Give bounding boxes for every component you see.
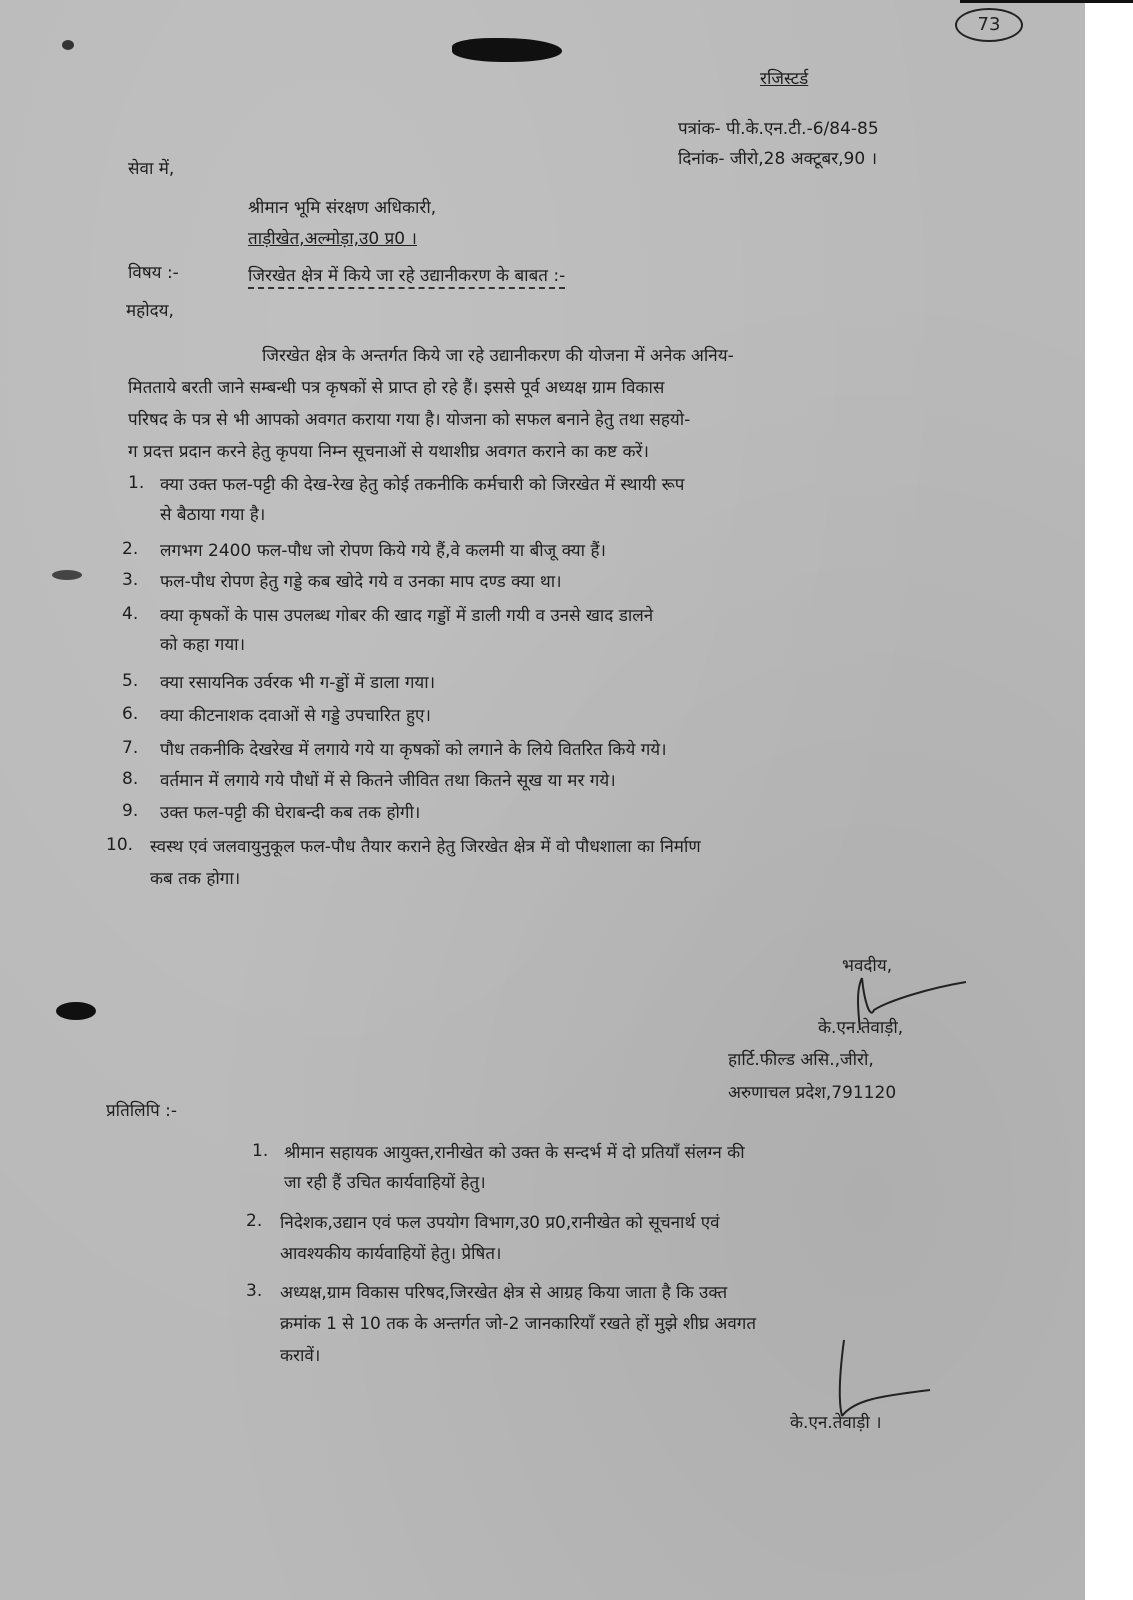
question-number: 6. — [122, 704, 139, 724]
ink-blot-top — [452, 38, 562, 62]
sender-name: के.एन.तेवाड़ी, — [818, 1018, 904, 1038]
question-text: क्या कृषकों के पास उपलब्ध गोबर की खाद गड्डों में डाली गयी व उनसे खाद डालने — [160, 606, 654, 626]
copy-label: प्रतिलिपि :- — [106, 1101, 178, 1121]
ink-blot-dot — [62, 40, 74, 50]
sender-place: अरुणाचल प्रदेश,791120 — [728, 1083, 897, 1103]
copy-number: 3. — [246, 1281, 263, 1301]
ink-blot-left — [56, 1002, 96, 1020]
salutation-to: सेवा में, — [128, 159, 175, 179]
greeting: महोदय, — [126, 301, 174, 321]
page-number: 73 — [955, 8, 1023, 42]
copy-text: करावें। — [280, 1346, 321, 1366]
question-text: उक्त फल-पट्टी की घेराबन्दी कब तक होगी। — [160, 803, 421, 823]
address: ताड़ीखेत,अल्मोड़ा,उ0 प्र0 । — [248, 229, 417, 249]
page-edge-margin — [1085, 0, 1133, 1600]
copy-text: जा रही हैं उचित कार्यवाहियों हेतु। — [284, 1173, 486, 1193]
scan-edge-line — [960, 0, 1133, 3]
question-number: 9. — [122, 801, 139, 821]
question-number: 8. — [122, 769, 139, 789]
question-number: 4. — [122, 604, 139, 624]
registered-label: रजिस्टर्ड — [760, 69, 809, 89]
question-text: से बैठाया गया है। — [160, 505, 266, 525]
copy-number: 1. — [252, 1141, 269, 1161]
sender-designation: हार्टि.फील्ड असि.,जीरो, — [728, 1050, 874, 1070]
copy-text: अध्यक्ष,ग्राम विकास परिषद,जिरखेत क्षेत्र से आग्रह किया जाता है कि उक्त — [280, 1283, 728, 1303]
subject-text: जिरखेत क्षेत्र में किये जा रहे उद्यानीकरण के बाबत :- — [248, 265, 565, 289]
question-text: क्या उक्त फल-पट्टी की देख-रेख हेतु कोई तकनीकि कर्मचारी को जिरखेत में स्थायी रूप — [160, 475, 685, 495]
body-line: मितताये बरती जाने सम्बन्धी पत्र कृषकों से प्राप्त हो रहे हैं। इससे पूर्व अध्यक्ष ग्राम विकास — [128, 378, 665, 398]
question-text: फल-पौध रोपण हेतु गड्डे कब खोदे गये व उनका माप दण्ड क्या था। — [160, 572, 562, 592]
copy-signature-name: के.एन.तेवाड़ी । — [790, 1413, 882, 1433]
copy-text: आवश्यकीय कार्यवाहियों हेतु। प्रेषित। — [280, 1244, 502, 1264]
question-number: 3. — [122, 570, 139, 590]
copy-text: क्रमांक 1 से 10 तक के अन्तर्गत जो-2 जानकारियाँ रखते हों मुझे शीघ्र अवगत — [280, 1314, 757, 1334]
question-text: क्या रसायनिक उर्वरक भी ग-ड्डों में डाला गया। — [160, 673, 436, 693]
question-text: लगभग 2400 फल-पौध जो रोपण किये गये हैं,वे कलमी या बीजू क्या हैं। — [160, 541, 606, 561]
question-text: स्वस्थ एवं जलवायुनुकूल फल-पौध तैयार कराने हेतु जिरखेत क्षेत्र में वो पौधशाला का निर्माण — [150, 837, 701, 857]
question-number: 10. — [106, 835, 134, 855]
question-text: क्या कीटनाशक दवाओं से गड्डे उपचारित हुए। — [160, 706, 431, 726]
question-text: पौध तकनीकि देखरेख में लगाये गये या कृषकों को लगाने के लिये वितरित किये गये। — [160, 740, 667, 760]
addressee: श्रीमान भूमि संरक्षण अधिकारी, — [248, 198, 437, 218]
body-line: जिरखेत क्षेत्र के अन्तर्गत किये जा रहे उद्यानीकरण की योजना में अनेक अनिय- — [262, 346, 734, 366]
copy-text: श्रीमान सहायक आयुक्त,रानीखेत को उक्त के सन्दर्भ में दो प्रतियाँ संलग्न की — [284, 1143, 745, 1163]
question-number: 5. — [122, 671, 139, 691]
question-text: को कहा गया। — [160, 635, 246, 655]
body-line: ग प्रदत्त प्रदान करने हेतु कृपया निम्न सूचनाओं से यथाशीघ्र अवगत कराने का कष्ट करें। — [128, 442, 649, 462]
subject-label: विषय :- — [128, 263, 179, 283]
signature-2 — [820, 1330, 940, 1420]
question-text: वर्तमान में लगाये गये पौधों में से कितने जीवित तथा कितने सूख या मर गये। — [160, 771, 616, 791]
reference-number: पत्रांक- पी.के.एन.टी.-6/84-85 — [678, 119, 879, 139]
copy-text: निदेशक,उद्यान एवं फल उपयोग विभाग,उ0 प्र0,रानीखेत को सूचनार्थ एवं — [280, 1213, 720, 1233]
letter-date: दिनांक- जीरो,28 अक्टूबर,90 । — [678, 149, 878, 169]
ink-blot-small — [52, 570, 82, 580]
closing-yours: भवदीय, — [842, 956, 893, 976]
copy-number: 2. — [246, 1211, 263, 1231]
question-number: 2. — [122, 539, 139, 559]
question-text: कब तक होगा। — [150, 869, 241, 889]
question-number: 7. — [122, 738, 139, 758]
question-number: 1. — [128, 473, 145, 493]
body-line: परिषद के पत्र से भी आपको अवगत कराया गया है। योजना को सफल बनाने हेतु तथा सहयो- — [128, 410, 691, 430]
